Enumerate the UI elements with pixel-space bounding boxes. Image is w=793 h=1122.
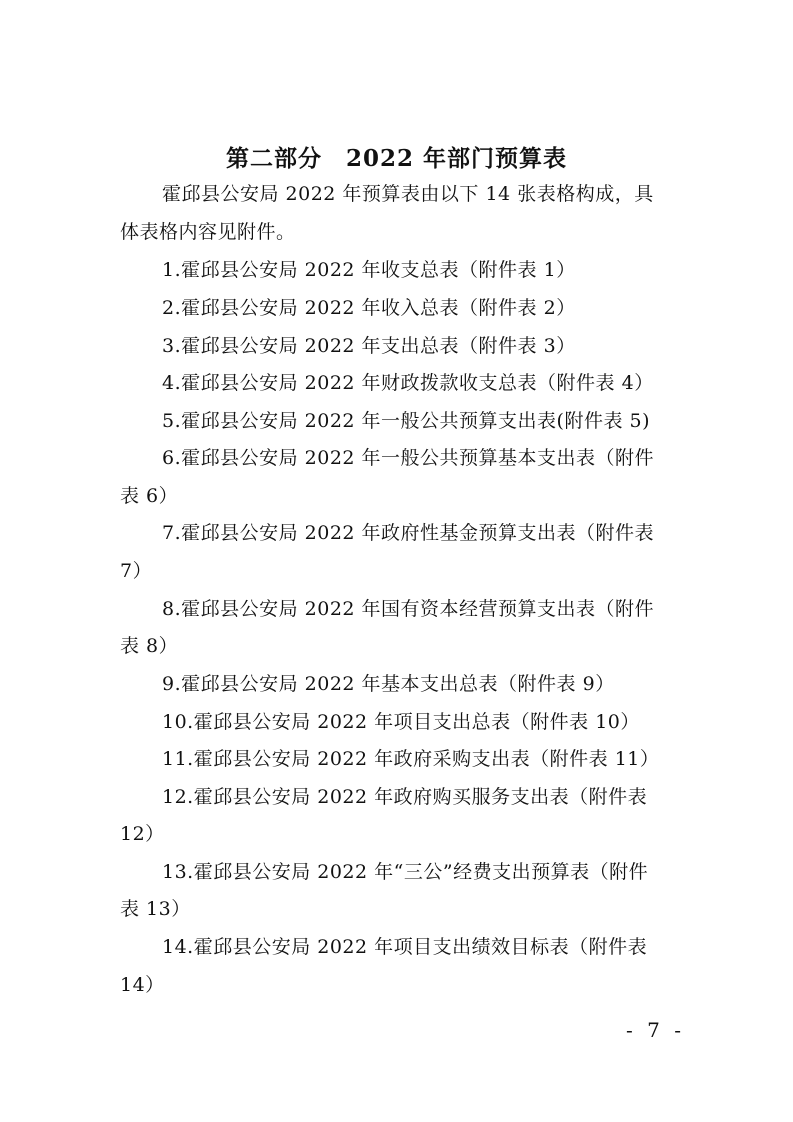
list-item-13: 13.霍邱县公安局 2022 年“三公”经费支出预算表（附件 [162,861,649,883]
list-item-6: 6.霍邱县公安局 2022 年一般公共预算基本支出表（附件 [162,447,655,469]
list-item-12-continued: 12） [120,823,165,845]
list-item-4: 4.霍邱县公安局 2022 年财政拨款收支总表（附件表 4） [162,372,654,394]
list-item-8: 8.霍邱县公安局 2022 年国有资本经营预算支出表（附件 [162,598,655,620]
list-item-2: 2.霍邱县公安局 2022 年收入总表（附件表 2） [162,297,576,319]
intro-line-2: 体表格内容见附件。 [120,221,296,243]
list-item-9: 9.霍邱县公安局 2022 年基本支出总表（附件表 9） [162,673,615,695]
list-item-5: 5.霍邱县公安局 2022 年一般公共预算支出表(附件表 5) [162,410,651,432]
section-title: 第二部分 2022 年部门预算表 [225,145,568,172]
list-item-13-continued: 表 13） [120,898,191,920]
list-item-3: 3.霍邱县公安局 2022 年支出总表（附件表 3） [162,335,576,357]
list-item-8-continued: 表 8） [120,635,179,657]
page-number: - 7 - [626,1018,685,1042]
list-item-1: 1.霍邱县公安局 2022 年收支总表（附件表 1） [162,259,576,281]
intro-line-1: 霍邱县公安局 2022 年预算表由以下 14 张表格构成，具 [162,183,654,205]
list-item-11: 11.霍邱县公安局 2022 年政府采购支出表（附件表 11） [162,748,660,770]
list-item-6-continued: 表 6） [120,485,179,507]
list-item-7: 7.霍邱县公安局 2022 年政府性基金预算支出表（附件表 [162,522,655,544]
list-item-10: 10.霍邱县公安局 2022 年项目支出总表（附件表 10） [162,711,640,733]
list-item-14: 14.霍邱县公安局 2022 年项目支出绩效目标表（附件表 [162,936,648,958]
list-item-12: 12.霍邱县公安局 2022 年政府购买服务支出表（附件表 [162,786,648,808]
list-item-14-continued: 14） [120,974,165,996]
list-item-7-continued: 7） [120,560,153,582]
